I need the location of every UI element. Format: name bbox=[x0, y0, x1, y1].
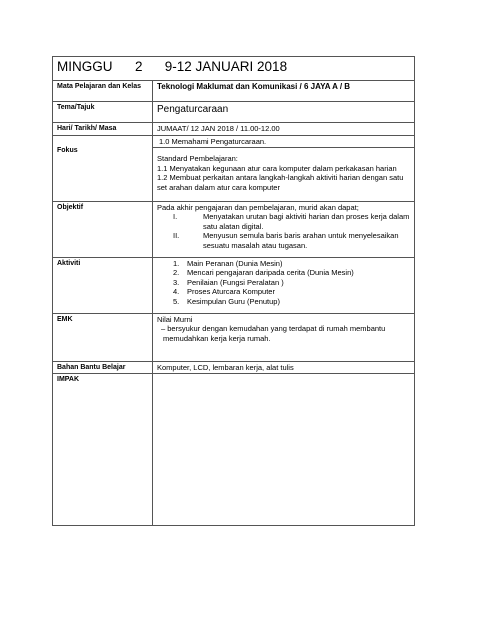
activities-list bbox=[157, 259, 410, 307]
focus-label-text: Fokus bbox=[57, 146, 78, 154]
day-label: Hari/ Tarikh/ Masa bbox=[53, 123, 153, 136]
activity-text: Kesimpulan Guru (Penutup) bbox=[187, 296, 280, 306]
activity-number: 4. bbox=[173, 287, 180, 296]
objective-value bbox=[153, 201, 415, 257]
activity-number: 5. bbox=[173, 296, 180, 306]
objective-intro: Pada akhir pengajaran dan pembelajaran, murid akan dapat; bbox=[157, 202, 359, 212]
week-dates: 9-12 JANUARI 2018 bbox=[164, 59, 288, 74]
learning-standard-2: 1.2 Membuat perkaitan antara langkah-langkah aktiviti harian dengan satu set arahan dalam atur cara komputer bbox=[157, 173, 404, 192]
activity-text: Main Peranan (Dunia Mesin) bbox=[187, 258, 283, 268]
week-label-group bbox=[57, 59, 161, 74]
lesson-plan bbox=[52, 56, 414, 526]
objective-item bbox=[157, 212, 410, 231]
header-row bbox=[53, 57, 415, 81]
emk-value bbox=[153, 313, 415, 361]
objective-item-text: Menyatakan urutan bagi aktiviti harian dan proses kerja dalam satu alatan digital. bbox=[203, 212, 410, 231]
activity-item bbox=[157, 259, 410, 269]
emk-title: Nilai Murni bbox=[157, 314, 193, 324]
objective-item-number: II. bbox=[173, 231, 180, 240]
content-standard: 1.0 Memahami Pengaturcaraan. bbox=[159, 136, 267, 146]
subject-value: Teknologi Maklumat dan Komunikasi / 6 JAYA A / B bbox=[153, 81, 415, 102]
topic-label: Tema/Tajuk bbox=[53, 102, 153, 123]
objective-label: Objektif bbox=[53, 201, 153, 257]
activity-number: 1. bbox=[173, 258, 180, 268]
materials-row bbox=[53, 361, 415, 374]
focus-divider bbox=[153, 147, 414, 148]
impact-label: IMPAK bbox=[53, 374, 153, 526]
activity-text: Proses Aturcara Komputer bbox=[187, 287, 275, 296]
activity-item bbox=[157, 297, 410, 307]
activities-label: Aktiviti bbox=[53, 257, 153, 313]
week-number: 2 bbox=[135, 59, 143, 74]
objective-item bbox=[157, 231, 410, 250]
activity-number: 3. bbox=[173, 277, 180, 287]
week-header bbox=[53, 57, 415, 81]
activities-row bbox=[53, 257, 415, 313]
focus-row bbox=[53, 135, 415, 201]
activity-item bbox=[157, 268, 410, 278]
activity-text: Penilaian (Fungsi Peralatan ) bbox=[187, 277, 284, 287]
objective-row bbox=[53, 201, 415, 257]
week-label: MINGGU bbox=[57, 59, 113, 74]
impact-row bbox=[53, 374, 415, 526]
topic-row bbox=[53, 102, 415, 123]
activity-item bbox=[157, 278, 410, 288]
emk-text: – bersyukur dengan kemudahan yang terdapat di rumah membantu memudahkan kerja kerja rumah. bbox=[161, 324, 386, 343]
subject-row bbox=[53, 81, 415, 102]
objective-item-text: Menyusun semula baris baris arahan untuk menyelesaikan sesuatu masalah atau tugasan. bbox=[203, 231, 399, 250]
subject-label: Mata Pelajaran dan Kelas bbox=[53, 81, 153, 102]
learning-standard-1: 1.1 Menyatakan kegunaan atur cara komputer dalam perkakasan harian bbox=[157, 163, 397, 173]
day-row bbox=[53, 123, 415, 136]
objective-list bbox=[157, 212, 410, 250]
materials-value: Komputer, LCD, lembaran kerja, alat tulis bbox=[153, 361, 415, 374]
activity-number: 2. bbox=[173, 268, 180, 277]
objective-item-number: I. bbox=[173, 212, 178, 221]
impact-value bbox=[153, 374, 415, 526]
day-value: JUMAAT/ 12 JAN 2018 / 11.00-12.00 bbox=[153, 123, 415, 136]
focus-value bbox=[153, 135, 415, 201]
materials-label: Bahan Bantu Belajar bbox=[53, 361, 153, 374]
focus-label bbox=[53, 135, 153, 201]
learning-standard-title: Standard Pembelajaran: bbox=[157, 154, 238, 163]
activities-value bbox=[153, 257, 415, 313]
emk-row bbox=[53, 313, 415, 361]
activity-item bbox=[157, 287, 410, 297]
topic-value: Pengaturcaraan bbox=[153, 102, 415, 123]
lesson-plan-table bbox=[52, 56, 415, 526]
emk-label: EMK bbox=[53, 313, 153, 361]
activity-text: Mencari pengajaran daripada cerita (Dunia Mesin) bbox=[187, 268, 354, 277]
